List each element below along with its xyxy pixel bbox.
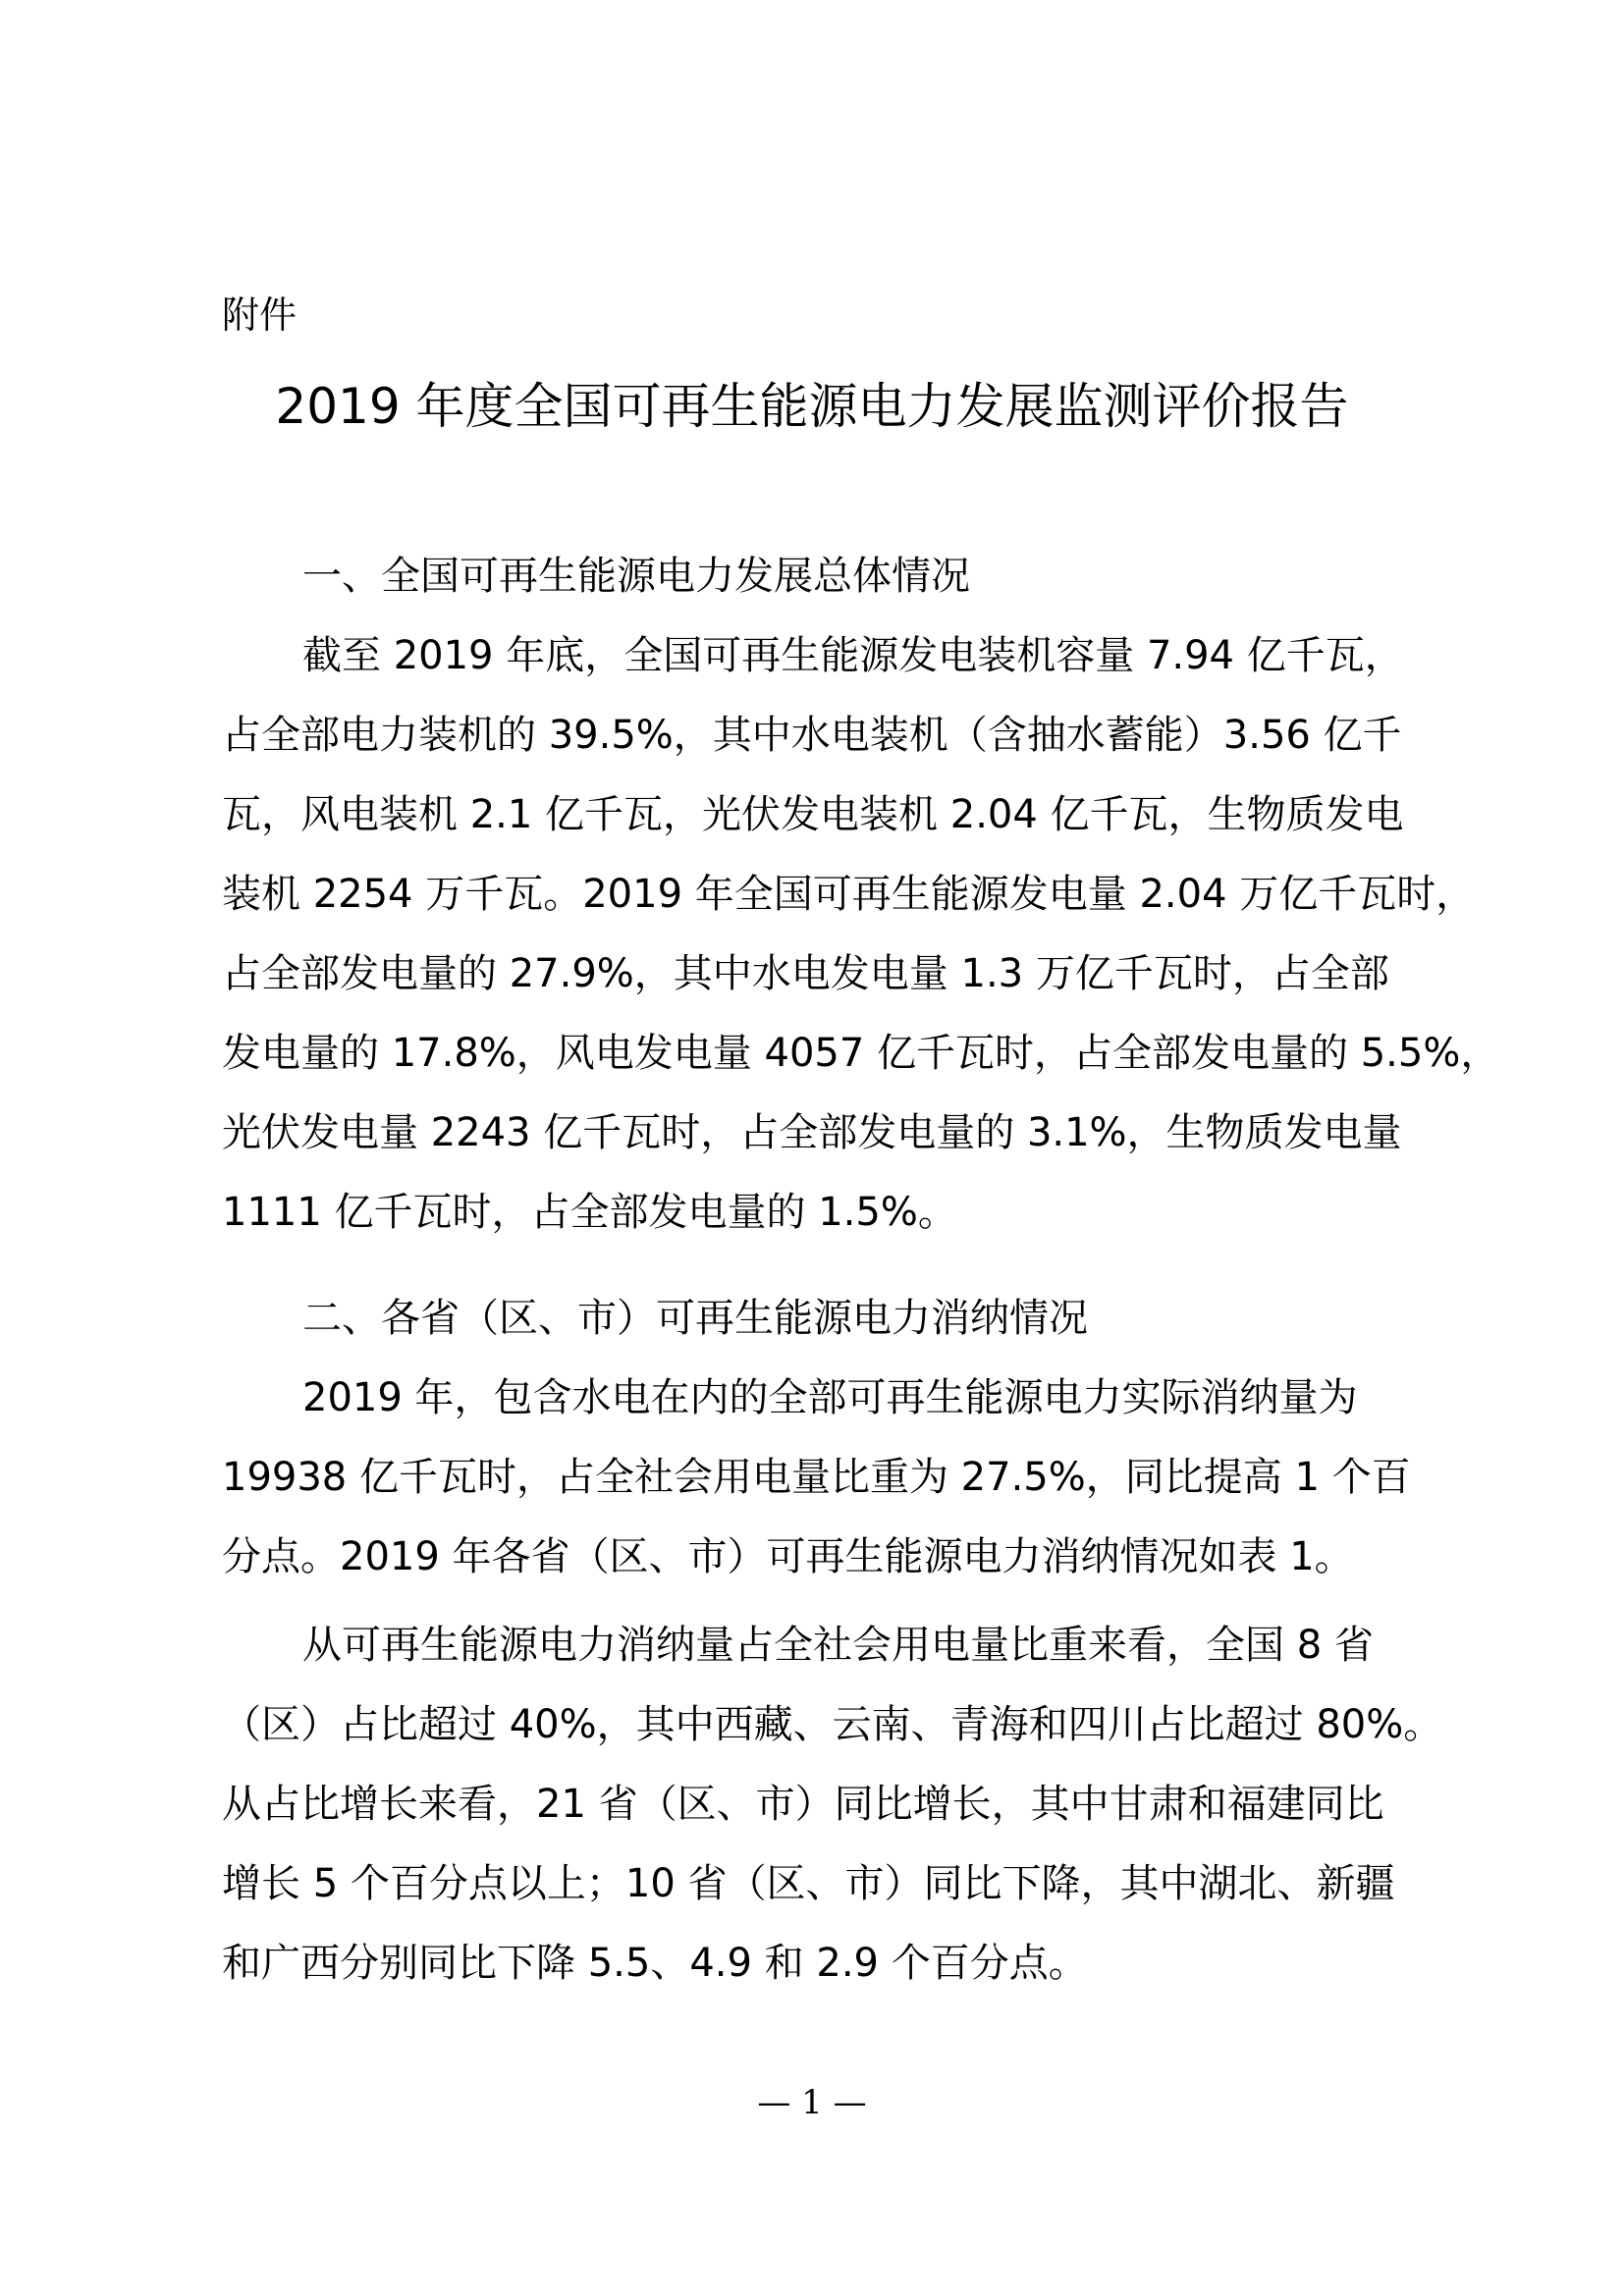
attachment-label: 附件 xyxy=(222,294,298,337)
paragraph-line: 从占比增长来看，21 省（区、市）同比增长，其中甘肃和福建同比 xyxy=(222,1782,1384,1827)
paragraph-line: 瓦，风电装机 2.1 亿千瓦，光伏发电装机 2.04 亿千瓦，生物质发电 xyxy=(222,792,1404,837)
paragraph-line: 2019 年，包含水电在内的全部可再生能源电力实际消纳量为 xyxy=(302,1375,1358,1420)
paragraph-line: （区）占比超过 40%，其中西藏、云南、青海和四川占比超过 80%。 xyxy=(222,1702,1443,1747)
paragraph-line: 截至 2019 年底，全国可再生能源发电装机容量 7.94 亿千瓦， xyxy=(302,633,1404,678)
paragraph-line: 从可再生能源电力消纳量占全社会用电量比重来看，全国 8 省 xyxy=(302,1623,1374,1668)
paragraph-line: 1111 亿千瓦时，占全部发电量的 1.5%。 xyxy=(222,1190,957,1235)
paragraph-line: 占全部电力装机的 39.5%，其中水电装机（含抽水蓄能）3.56 亿千 xyxy=(222,713,1402,758)
section-1-paragraph xyxy=(222,616,1500,1253)
page-number: — 1 — xyxy=(757,2083,867,2122)
paragraph-line: 发电量的 17.8%，风电发电量 4057 亿千瓦时，占全部发电量的 5.5%， xyxy=(222,1031,1500,1076)
section-2-paragraph-1 xyxy=(222,1359,1422,1597)
section-2-heading: 二、各省（区、市）可再生能源电力消纳情况 xyxy=(302,1296,1088,1341)
section-1-heading: 一、全国可再生能源电力发展总体情况 xyxy=(302,554,970,599)
paragraph-line: 光伏发电量 2243 亿千瓦时，占全部发电量的 3.1%，生物质发电量 xyxy=(222,1110,1402,1155)
section-2-paragraph-2 xyxy=(222,1606,1443,2003)
paragraph-line: 和广西分别同比下降 5.5、4.9 和 2.9 个百分点。 xyxy=(222,1941,1088,1986)
paragraph-line: 分点。2019 年各省（区、市）可再生能源电力消纳情况如表 1。 xyxy=(222,1534,1354,1579)
paragraph-line: 增长 5 个百分点以上；10 省（区、市）同比下降，其中湖北、新疆 xyxy=(222,1861,1395,1906)
paragraph-line: 装机 2254 万千瓦。2019 年全国可再生能源发电量 2.04 万亿千瓦时， xyxy=(222,872,1476,917)
paragraph-line: 占全部发电量的 27.9%，其中水电发电量 1.3 万亿千瓦时，占全部 xyxy=(222,951,1389,996)
report-title: 2019 年度全国可再生能源电力发展监测评价报告 xyxy=(275,378,1349,435)
paragraph-line: 19938 亿千瓦时，占全社会用电量比重为 27.5%，同比提高 1 个百 xyxy=(222,1455,1411,1500)
